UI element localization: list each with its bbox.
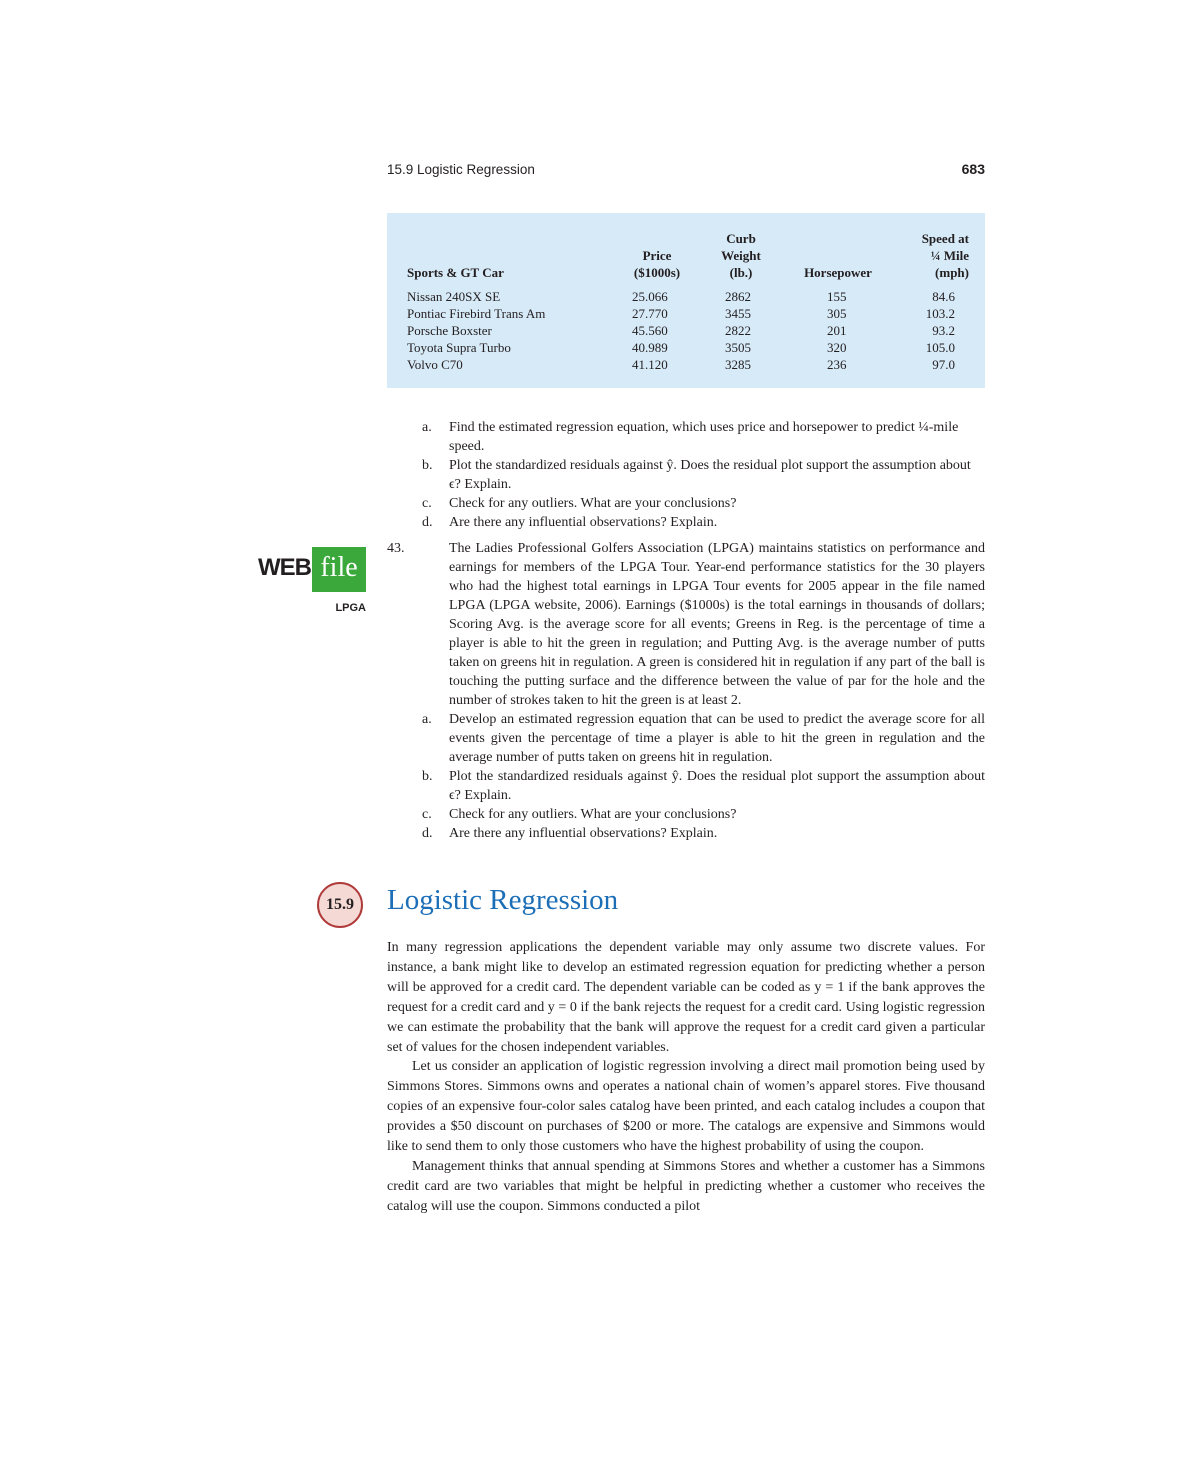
item-label: b. <box>422 458 433 473</box>
webfile-logo <box>258 547 366 597</box>
cell-horsepower: 236 <box>827 357 847 372</box>
cell-horsepower: 201 <box>827 323 847 338</box>
item-label: c. <box>422 496 432 511</box>
paragraph: Let us consider an application of logistic regression involving a direct mail promotion being used by Simmons Stores. Simmons owns and operates a national chain of women’s apparel stores. Five thousand copies of an expensive four-color sales catalog have been printed, and each catalog includes a coupon that provides a $50 discount on purchases of $200 or more. The catalogs are expensive and Simmons would like to send them to only those customers who have the highest probability of using the coupon. <box>387 1059 985 1155</box>
cell-weight: 3455 <box>725 306 751 321</box>
webfile-web-text: WEB <box>258 554 311 581</box>
cell-horsepower: 155 <box>827 289 847 304</box>
item-text: Are there any influential observations? Explain. <box>449 515 718 530</box>
header-weight-1: Curb <box>726 231 756 246</box>
header-horsepower: Horsepower <box>804 265 872 280</box>
list-item <box>387 767 985 805</box>
item-text: Plot the standardized residuals against ŷ. Does the residual plot support the assumption about ϵ? Explain. <box>449 458 971 492</box>
cell-speed: 103.2 <box>925 306 955 321</box>
item-text: Are there any influential observations? Explain. <box>449 826 718 841</box>
item-text: Check for any outliers. What are your conclusions? <box>449 807 737 822</box>
list-item <box>387 710 985 767</box>
table-row <box>387 288 985 305</box>
cell-weight: 2822 <box>725 323 751 338</box>
item-label: a. <box>422 420 432 435</box>
item-label: c. <box>422 807 432 822</box>
cell-speed: 97.0 <box>932 357 955 372</box>
list-item <box>387 805 985 824</box>
header-car: Sports & GT Car <box>407 265 504 280</box>
cell-car: Volvo C70 <box>407 357 463 372</box>
item-label: b. <box>422 769 433 784</box>
problem-text: The Ladies Professional Golfers Association (LPGA) maintains statistics on performance and earnings for members of the LPGA Tour. Year-end performance statistics for the 30 players who had the highest total earnings in LPGA Tour events for 2005 appear in the file named LPGA (LPGA website, 2006). Earnings ($1000s) is the total earnings in thousands of dollars; Scoring Avg. is the average score for all events; Greens in Reg. is the percentage of time a player is able to hit the green in regulation; and Putting Avg. is the average number of putts taken on greens hit in regulation. A green is considered hit in regulation if any part of the ball is touching the putting surface and the difference between the value of par for the hole and the number of strokes taken to hit the green is at least 2. <box>449 541 985 708</box>
header-speed-1: Speed at <box>921 231 969 246</box>
table-row <box>387 322 985 339</box>
list-item <box>387 418 985 456</box>
section-number-badge: 15.9 <box>317 882 363 928</box>
item-text: Check for any outliers. What are your conclusions? <box>449 496 737 511</box>
paragraph: In many regression applications the dependent variable may only assume two discrete values. For instance, a bank might like to develop an estimated regression equation for predicting whether a person will be approved for a credit card. The dependent variable can be coded as y = 1 if the bank approves the request for a credit card and y = 0 if the bank rejects the request for a credit card. Using logistic regression we can estimate the probability that the bank will approve the request for a credit card given a particular set of values for the chosen independent variables. <box>387 940 985 1055</box>
running-head-section: 15.9 Logistic Regression <box>387 162 535 177</box>
list-item <box>387 824 985 843</box>
cell-price: 41.120 <box>632 357 668 372</box>
problem-42-items <box>387 418 985 532</box>
header-price-1: Price <box>642 248 672 263</box>
cell-speed: 84.6 <box>932 289 955 304</box>
page-number: 683 <box>961 161 985 177</box>
table-row <box>387 305 985 322</box>
item-text: Plot the standardized residuals against ŷ. Does the residual plot support the assumption about ϵ? Explain. <box>449 769 985 803</box>
cell-price: 27.770 <box>632 306 668 321</box>
paragraph: Management thinks that annual spending at Simmons Stores and whether a customer has a Simmons credit card are two variables that might be helpful in predicting whether a customer who receives the catalog will use the coupon. Simmons conducted a pilot <box>387 1158 985 1214</box>
list-item <box>387 494 985 513</box>
cell-horsepower: 320 <box>827 340 847 355</box>
cell-speed: 93.2 <box>932 323 955 338</box>
header-speed-2: ¼ Mile <box>930 248 969 263</box>
cell-price: 25.066 <box>632 289 668 304</box>
cell-price: 40.989 <box>632 340 668 355</box>
section-title: Logistic Regression <box>387 884 619 916</box>
item-label: d. <box>422 515 433 530</box>
section-body <box>387 938 985 1217</box>
cell-car: Toyota Supra Turbo <box>407 340 511 355</box>
cell-speed: 105.0 <box>925 340 955 355</box>
running-head <box>387 162 985 182</box>
header-weight-3: (lb.) <box>729 265 753 280</box>
cell-price: 45.560 <box>632 323 668 338</box>
table-row <box>387 339 985 356</box>
cell-weight: 3505 <box>725 340 751 355</box>
webfile-file-text: file <box>312 547 366 592</box>
problem-43 <box>387 539 985 843</box>
cell-weight: 3285 <box>725 357 751 372</box>
item-text: Develop an estimated regression equation that can be used to predict the average score for all events given the percentage of time a player is able to hit the green in regulation and the average number of putts taken on greens hit in regulation. <box>449 712 985 765</box>
cell-car: Porsche Boxster <box>407 323 492 338</box>
table-row <box>387 356 985 373</box>
car-data-table <box>387 213 985 388</box>
cell-car: Nissan 240SX SE <box>407 289 501 304</box>
header-price-2: ($1000s) <box>633 265 681 280</box>
problem-number: 43. <box>387 541 405 556</box>
cell-car: Pontiac Firebird Trans Am <box>407 306 546 321</box>
list-item <box>387 456 985 494</box>
item-text: Find the estimated regression equation, which uses price and horsepower to predict ¼-mile speed. <box>449 420 959 454</box>
cell-weight: 2862 <box>725 289 751 304</box>
webfile-name: LPGA <box>335 602 366 614</box>
item-label: a. <box>422 712 432 727</box>
header-speed-3: (mph) <box>935 265 969 280</box>
list-item <box>387 513 985 532</box>
cell-horsepower: 305 <box>827 306 847 321</box>
header-weight-2: Weight <box>721 248 761 263</box>
item-label: d. <box>422 826 433 841</box>
